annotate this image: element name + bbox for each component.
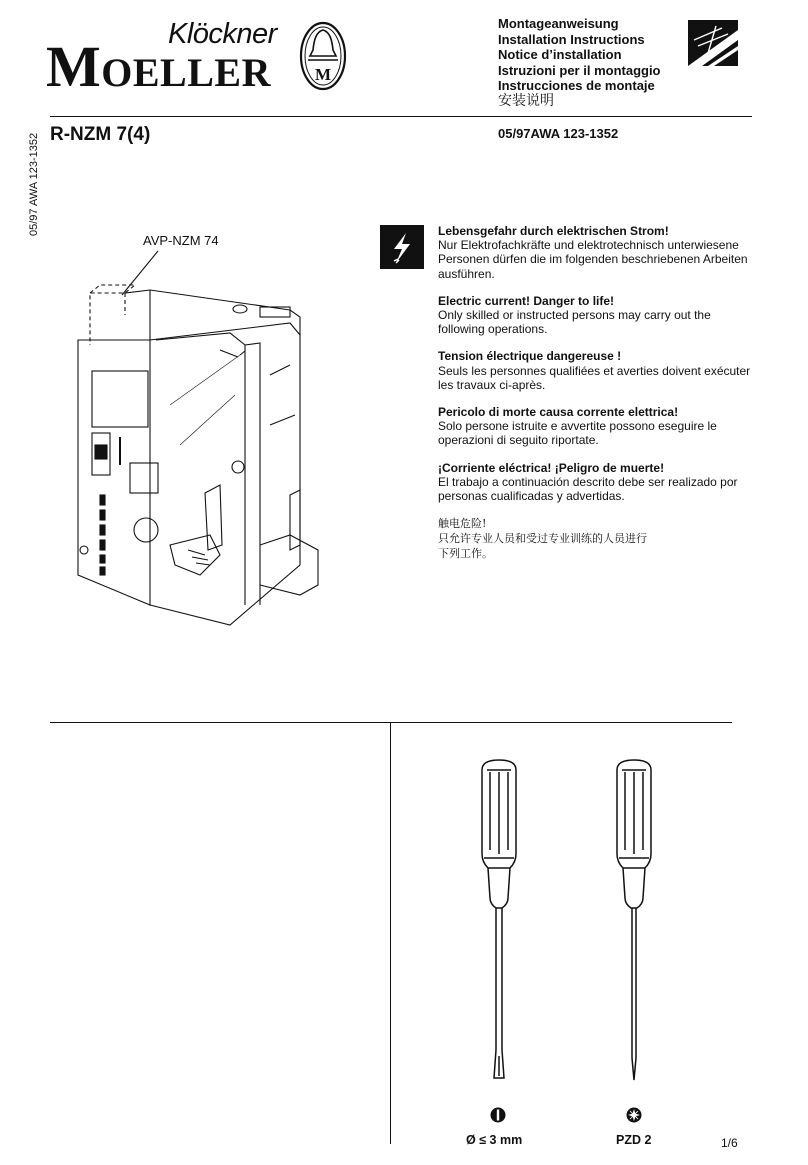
brand-subtitle: Klöckner <box>168 18 277 50</box>
breaker-illustration <box>70 245 330 635</box>
safety-warnings <box>438 224 758 574</box>
brand-logo <box>46 33 271 100</box>
column-divider <box>390 722 391 1144</box>
warning-heading: ¡Corriente eléctrica! ¡Peligro de muerte! <box>438 460 665 475</box>
warning-es <box>438 461 758 504</box>
title-cn: 安装说明 <box>498 92 554 109</box>
warning-text: 只允许专业人员和受过专业训练的人员进行下列工作。 <box>438 532 647 561</box>
warning-heading: Lebensgefahr durch elektrischen Strom! <box>438 224 669 238</box>
installation-corner-icon <box>688 20 738 66</box>
section-rule <box>50 722 732 723</box>
page-number: 1/6 <box>721 1136 738 1150</box>
slotted-screwdriver-icon <box>490 1107 506 1123</box>
title-block <box>498 16 661 109</box>
side-doc-code: 05/97 AWA 123-1352 <box>28 132 40 236</box>
model-title: R-NZM 7(4) <box>50 124 151 145</box>
bell-emblem-icon <box>298 20 348 92</box>
warning-it <box>438 405 758 448</box>
warning-fr <box>438 349 758 392</box>
pozidriv-size-label: PZD 2 <box>616 1133 652 1147</box>
slotted-size-label: Ø ≤ 3 mm <box>466 1133 523 1147</box>
slotted-screwdriver <box>474 758 524 1098</box>
warning-cn <box>438 516 653 561</box>
warning-heading: 触电危险! <box>438 517 487 531</box>
warning-heading: Electric current! Danger to life! <box>438 293 615 308</box>
brand-name: OELLER <box>101 50 271 95</box>
title-fr: Notice d’installation <box>498 47 622 62</box>
title-de: Montageanweisung <box>498 16 619 31</box>
title-en: Installation Instructions <box>498 31 645 47</box>
warning-de <box>438 224 758 281</box>
title-es: Instrucciones de montaje <box>498 78 655 93</box>
header-rule <box>50 116 752 117</box>
warning-text: Seuls les personnes qualifiées et averties doivent exécuter les travaux ci-après. <box>438 363 751 392</box>
electrical-hazard-icon <box>380 225 424 269</box>
warning-text: Only skilled or instructed persons may carry out the following operations. <box>438 308 711 337</box>
pozidriv-screwdriver <box>609 758 659 1098</box>
warning-text: Nur Elektrofachkräfte und elektrotechnisch unterwiesene Personen dürfen die im folgenden beschriebenen Arbeiten ausführen. <box>438 238 748 281</box>
warning-en <box>438 294 758 337</box>
pozidriv-screwdriver-icon <box>626 1107 642 1123</box>
warning-heading: Tension électrique dangereuse ! <box>438 349 622 364</box>
brand-initial: M <box>46 34 102 99</box>
warning-heading: Pericolo di morte causa corrente elettrica! <box>438 405 679 420</box>
figure-label: AVP-NZM 74 <box>143 233 219 248</box>
doc-number: 05/97AWA 123-1352 <box>498 126 619 141</box>
warning-text: Solo persone istruite e avvertite possono eseguire le operazioni di seguito riportate. <box>438 419 717 448</box>
svg-text:M: M <box>314 65 332 84</box>
warning-text: El trabajo a continuación descrito debe ser realizado por personas cualificadas y advertidas. <box>438 474 738 504</box>
title-it: Istruzioni per il montaggio <box>498 62 661 78</box>
